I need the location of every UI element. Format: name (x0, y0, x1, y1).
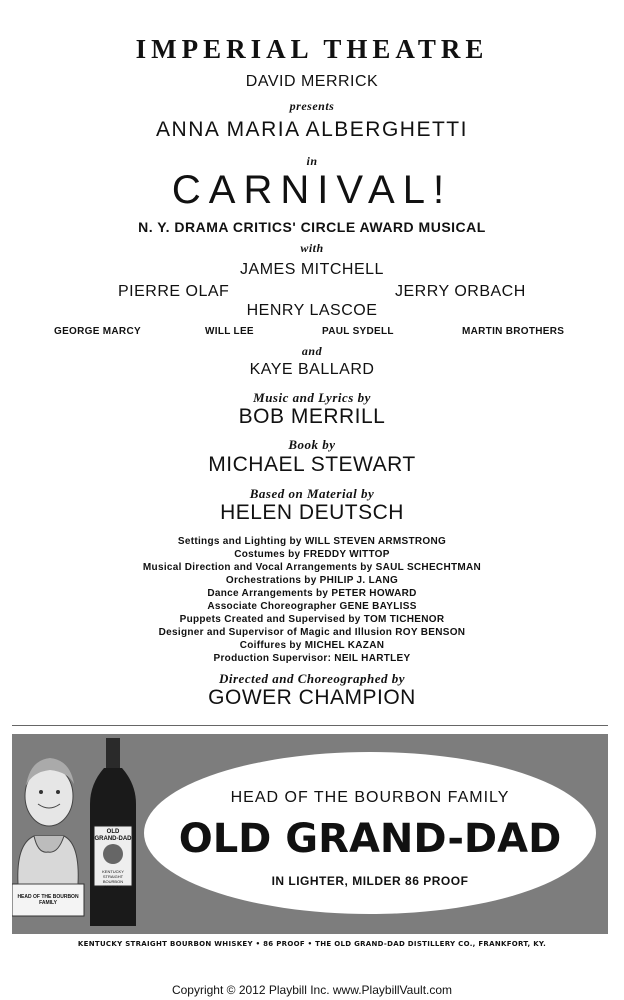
based-label: Based on Material by (249, 486, 375, 501)
cast-lead-1: JAMES MITCHELL (240, 261, 384, 278)
ad-brand: OLD GRAND-DAD (178, 816, 562, 862)
director-label: Directed and Choreographed by (218, 671, 406, 686)
bust-icon (12, 758, 84, 916)
crew-line: Musical Direction and Vocal Arrangements by SAUL SCHECHTMAN (142, 562, 482, 573)
crew-line: Costumes by FREDDY WITTOP (234, 549, 390, 560)
crew-line: Settings and Lighting by WILL STEVEN ARMSTRONG (177, 536, 447, 547)
music-label: Music and Lyrics by (253, 390, 371, 405)
cast-lead-3: KAYE BALLARD (249, 361, 375, 378)
with-text: with (300, 241, 324, 255)
book-label: Book by (288, 437, 336, 452)
crew-line: Orchestrations by PHILIP J. LANG (225, 575, 399, 586)
bourbon-ad (12, 734, 608, 934)
and-text: and (301, 344, 323, 358)
music-name: BOB MERRILL (238, 405, 386, 428)
cast-small-4: MARTIN BROTHERS (462, 326, 565, 337)
crew-line: Dance Arrangements by PETER HOWARD (207, 588, 417, 599)
ad-fine-print: KENTUCKY STRAIGHT BOURBON WHISKEY • 86 PROOF • THE OLD GRAND-DAD DISTILLERY CO., FRANKFORT, KY. (77, 940, 547, 948)
crew-line: Designer and Supervisor of Magic and Illusion ROY BENSON (158, 627, 466, 638)
cast-left: PIERRE OLAF (118, 283, 230, 300)
copyright-footer: Copyright © 2012 Playbill Inc. www.PlaybillVault.com (171, 983, 453, 997)
show-title: CARNIVAL! (171, 168, 453, 212)
book-name: MICHAEL STEWART (208, 453, 416, 476)
bottle-label: OLD GRAND-DAD (94, 829, 132, 842)
cast-small-1: GEORGE MARCY (54, 326, 141, 337)
award-line: N. Y. DRAMA CRITICS' CIRCLE AWARD MUSICAL (138, 219, 486, 235)
cast-small-2: WILL LEE (205, 326, 254, 337)
based-name: HELEN DEUTSCH (220, 501, 404, 524)
crew-line: Coiffures by MICHEL KAZAN (239, 640, 385, 651)
theatre-name: IMPERIAL THEATRE (135, 34, 489, 64)
crew-credits (0, 535, 624, 665)
cast-small-3: PAUL SYDELL (322, 326, 394, 337)
cast-lead-2: HENRY LASCOE (246, 302, 378, 319)
in-text: in (306, 154, 318, 168)
ad-tagline: HEAD OF THE BOURBON FAMILY (230, 789, 510, 806)
plaque-text: HEAD OF THE BOURBON FAMILY (17, 894, 79, 906)
bottle-sub-label: KENTUCKY STRAIGHT BOURBON WHISKEY (102, 869, 124, 889)
cast-right: JERRY ORBACH (395, 283, 526, 300)
star-name: ANNA MARIA ALBERGHETTI (156, 118, 468, 141)
ad-subline: IN LIGHTER, MILDER 86 PROOF (271, 874, 469, 888)
crew-line: Associate Choreographer GENE BAYLISS (207, 601, 417, 612)
director-name: GOWER CHAMPION (208, 686, 416, 709)
crew-line: Puppets Created and Supervised by TOM TICHENOR (179, 614, 445, 625)
presents-text: presents (289, 99, 335, 113)
crew-line: Production Supervisor: NEIL HARTLEY (213, 653, 411, 664)
producer-name: DAVID MERRICK (245, 73, 379, 90)
divider-rule (12, 725, 608, 726)
